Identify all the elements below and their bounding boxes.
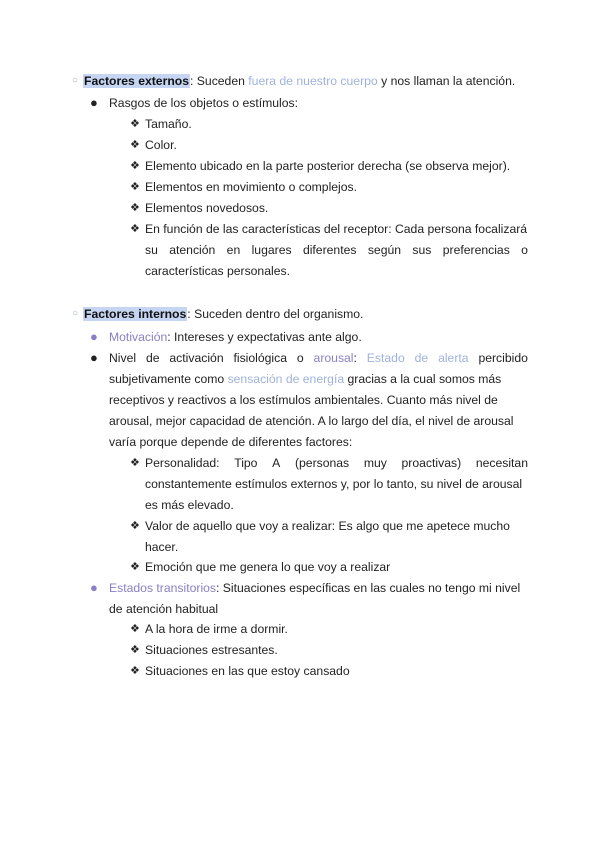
nivel-line-1: Nivel de activación fisiológica o arousal: Estado de alerta percibido xyxy=(109,351,528,365)
motivacion-text: : Intereses y expectativas ante algo. xyxy=(167,330,362,344)
outline-circle-marker: ○ xyxy=(72,308,79,319)
item-receptor-line-2: su atención en lugares diferentes según sus preferencias o xyxy=(145,243,528,257)
nivel-line-5: varía porque depende de diferentes factores: xyxy=(109,435,353,449)
heading-separator: : xyxy=(187,307,195,321)
heading-separator: : xyxy=(190,74,197,88)
diamond-marker: ❖ xyxy=(130,520,140,532)
estados-line-1: Estados transitorios: Situaciones específicas en las cuales no tengo mi nivel xyxy=(109,581,521,595)
valor-line-2: hacer. xyxy=(145,540,179,554)
nivel-line-3: receptivos y reactivos a los estímulos ambientales. Cuanto más nivel de xyxy=(109,393,498,407)
nivel-line-2: subjetivamente como sensación de energía gracias a la cual somos más xyxy=(109,372,502,386)
diamond-marker: ❖ xyxy=(130,644,140,656)
estados-line-2: de atención habitual xyxy=(109,602,219,616)
bullet-marker: ● xyxy=(90,350,98,365)
estados-item-dormir: A la hora de irme a dormir. xyxy=(145,622,288,636)
intro-text: Suceden xyxy=(196,74,249,88)
bullet-motivacion xyxy=(109,329,362,345)
term-estados-transitorios: Estados transitorios xyxy=(109,581,217,595)
nivel-line-4: arousal, mejor capacidad de atención. A lo largo del día, el nivel de arousal xyxy=(109,414,514,428)
estados-item-estresantes: Situaciones estresantes. xyxy=(145,643,278,657)
item-receptor-line-1: En función de las características del receptor: Cada persona focalizará xyxy=(145,222,528,236)
item-novedosos: Elementos novedosos. xyxy=(145,201,269,215)
heading-factores-externos-line xyxy=(83,73,515,89)
term-sensacion-energia: sensación de energía xyxy=(227,372,345,386)
intro-text-end: y nos llaman la atención. xyxy=(377,74,516,88)
intro-text: Suceden dentro del organismo. xyxy=(194,307,364,321)
item-movimiento: Elementos en movimiento o complejos. xyxy=(145,180,358,194)
bullet-marker: ● xyxy=(90,95,98,110)
term-motivacion: Motivación xyxy=(109,330,168,344)
item-elemento-ubicado: Elemento ubicado en la parte posterior derecha (se observa mejor). xyxy=(145,159,511,173)
link-fuera-cuerpo: fuera de nuestro cuerpo xyxy=(248,74,378,88)
item-receptor-line-3: características personales. xyxy=(145,264,290,278)
diamond-marker: ❖ xyxy=(130,118,140,130)
bullet-marker: ● xyxy=(90,329,98,344)
diamond-marker: ❖ xyxy=(130,181,140,193)
diamond-marker: ❖ xyxy=(130,160,140,172)
personalidad-line-1: Personalidad: Tipo A (personas muy proactivas) necesitan xyxy=(145,456,528,470)
heading-factores-externos: Factores externos xyxy=(84,74,189,88)
item-color: Color. xyxy=(145,138,177,152)
personalidad-line-3: es más elevado. xyxy=(145,498,234,512)
heading-factores-internos: Factores internos xyxy=(84,307,187,321)
personalidad-line-2: constantemente estímulos externos y, por lo tanto, su nivel de arousal xyxy=(145,477,523,491)
valor-line-1: Valor de aquello que voy a realizar: Es algo que me apetece mucho xyxy=(145,519,510,533)
bullet-rasgos: Rasgos de los objetos o estímulos: xyxy=(109,96,299,110)
diamond-marker: ❖ xyxy=(130,623,140,635)
diamond-marker: ❖ xyxy=(130,561,140,573)
diamond-marker: ❖ xyxy=(130,202,140,214)
outline-circle-marker: ○ xyxy=(72,75,79,86)
diamond-marker: ❖ xyxy=(130,223,140,235)
estados-item-cansado: Situaciones en las que estoy cansado xyxy=(145,664,350,678)
diamond-marker: ❖ xyxy=(130,457,140,469)
emocion-item: Emoción que me genera lo que voy a realizar xyxy=(145,560,391,574)
bullet-marker: ● xyxy=(90,580,98,595)
item-tamano: Tamaño. xyxy=(145,117,192,131)
diamond-marker: ❖ xyxy=(130,139,140,151)
term-arousal: arousal xyxy=(313,351,354,365)
heading-factores-internos-line xyxy=(83,306,363,322)
diamond-marker: ❖ xyxy=(130,665,140,677)
